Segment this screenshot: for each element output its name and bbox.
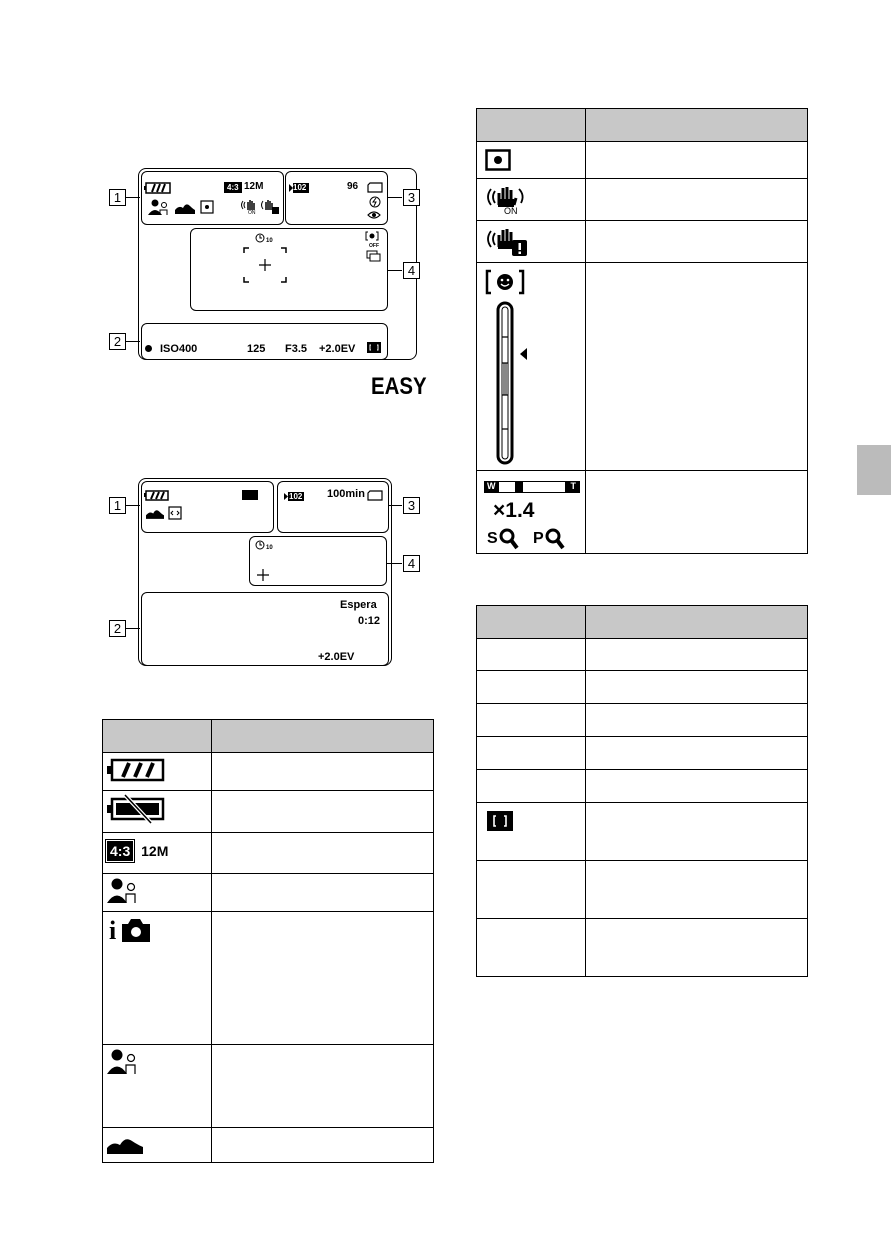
memory-card-icon	[367, 182, 383, 193]
table-row	[103, 791, 434, 833]
red-eye-icon	[367, 210, 381, 220]
table-row	[477, 639, 808, 671]
self-timer-sub: 10	[266, 545, 273, 551]
smart-zoom-icon	[499, 528, 519, 550]
table-row	[103, 1045, 434, 1128]
battery-empty-icon	[107, 794, 165, 824]
zoom-bar	[484, 481, 580, 493]
folder-number: 102	[293, 183, 307, 192]
image-size: 12M	[244, 181, 264, 192]
spot-metering-icon	[485, 149, 511, 171]
svg-text:i: i	[109, 916, 117, 943]
table-row	[477, 919, 808, 977]
callout-3: 3	[403, 497, 420, 514]
ev-value: +2.0EV	[319, 343, 356, 355]
callout-2: 2	[109, 333, 126, 350]
image-size-label: 12M	[141, 843, 169, 859]
callout-1: 1	[109, 497, 126, 514]
face-detection-icon	[107, 1048, 137, 1074]
table-header	[477, 606, 808, 639]
zoom-t-label: T	[570, 481, 576, 491]
landscape-icon	[175, 202, 195, 214]
table-row	[477, 263, 808, 471]
easy-label: EASY	[371, 373, 427, 400]
smile-shutter-icon	[485, 269, 565, 465]
face-detection-icon	[148, 199, 168, 215]
table-row	[477, 704, 808, 737]
aspect-badge: 4:3	[224, 182, 242, 193]
zone-1	[141, 481, 274, 533]
landscape-icon	[146, 508, 164, 519]
table-row	[477, 221, 808, 263]
image-size-icon	[107, 843, 168, 859]
camera-shake-warning-icon	[260, 198, 280, 214]
shot-count: 96	[347, 181, 359, 192]
zoom-icon	[481, 477, 581, 553]
svg-text:OFF: OFF	[369, 243, 379, 247]
zoom-factor: ×1.4	[493, 499, 535, 522]
table-header	[103, 720, 434, 753]
zone-4	[190, 228, 388, 311]
self-timer-sub: 10	[266, 238, 273, 244]
af-frame-small-icon	[367, 342, 381, 353]
steadyshot-on-icon	[485, 183, 529, 215]
camera-shake-warning-icon	[485, 225, 529, 257]
crosshair-icon	[256, 568, 270, 582]
recording-dot	[145, 345, 152, 352]
callout-2: 2	[109, 620, 126, 637]
section-tab	[857, 445, 891, 495]
svg-text:ON: ON	[248, 210, 256, 214]
steadyshot-on-icon	[240, 198, 260, 214]
af-frame-icon	[243, 247, 287, 283]
af-frame-icon	[487, 811, 513, 831]
precision-zoom-label: P	[533, 530, 544, 547]
precision-zoom-icon	[545, 528, 565, 550]
iso-value: ISO400	[160, 343, 198, 355]
table-row	[477, 737, 808, 770]
callout-3: 3	[403, 189, 420, 206]
zoom-w-label: W	[487, 481, 496, 491]
table-header	[477, 109, 808, 142]
intelligent-auto-icon	[107, 915, 153, 943]
table-row	[103, 833, 434, 874]
table-row	[477, 770, 808, 803]
callout-4: 4	[403, 555, 420, 572]
icon-table-right-top	[476, 108, 808, 554]
folder-number: 102	[289, 492, 303, 501]
icon-table-left	[102, 719, 434, 1163]
table-row	[103, 1128, 434, 1163]
battery-icon	[144, 490, 170, 501]
standby-label: Espera	[340, 599, 377, 611]
table-row	[477, 471, 808, 554]
svg-text:ON: ON	[504, 206, 518, 215]
battery-full-icon	[107, 758, 165, 782]
table-row	[477, 142, 808, 179]
elapsed-time: 0:12	[358, 615, 381, 627]
smart-zoom-label: S	[487, 530, 498, 547]
time-left: 100min	[327, 488, 365, 500]
flash-off-icon	[369, 196, 381, 208]
memory-card-icon	[367, 490, 383, 501]
smile-shutter-off-icon	[365, 231, 383, 247]
shutter-value: 125	[247, 343, 266, 355]
callout-4: 4	[403, 262, 420, 279]
aspect-badge: 4:3	[107, 841, 133, 861]
table-row	[103, 753, 434, 791]
aperture-value: F3.5	[285, 343, 308, 355]
burst-icon	[366, 250, 382, 262]
ev-value: +2.0EV	[318, 651, 355, 663]
battery-icon	[144, 182, 172, 194]
table-row	[477, 671, 808, 704]
table-row	[477, 179, 808, 221]
movie-size-icon	[242, 490, 258, 500]
landscape-icon	[107, 1136, 143, 1154]
icon-table-right-bottom	[476, 605, 808, 977]
table-row	[103, 874, 434, 912]
callout-1: 1	[109, 189, 126, 206]
table-row	[477, 861, 808, 919]
metering-icon	[168, 506, 182, 520]
table-row	[477, 803, 808, 861]
table-row	[103, 912, 434, 1045]
spot-metering-icon	[200, 200, 214, 214]
face-detection-icon	[107, 877, 137, 903]
